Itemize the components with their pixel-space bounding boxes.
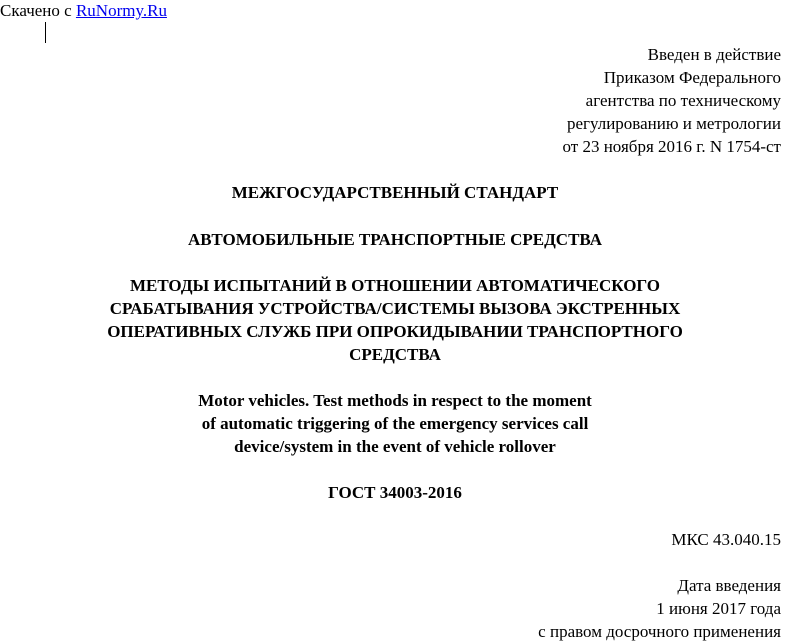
- approval-line: от 23 ноября 2016 г. N 1754-ст: [562, 137, 781, 156]
- subject-heading: [0, 228, 790, 251]
- title-en-line: device/system in the event of vehicle rollover: [234, 437, 556, 456]
- title-ru-line: СРЕДСТВА: [349, 345, 441, 364]
- subject: АВТОМОБИЛЬНЫЕ ТРАНСПОРТНЫЕ СРЕДСТВА: [188, 230, 602, 249]
- title-ru-line: МЕТОДЫ ИСПЫТАНИЙ В ОТНОШЕНИИ АВТОМАТИЧЕСКОГО: [129, 276, 661, 295]
- source-note: [0, 1, 167, 21]
- effective-line: с правом досрочного применения: [538, 622, 781, 641]
- standard-type-heading: [0, 181, 790, 204]
- title-en-line: of automatic triggering of the emergency services call: [201, 414, 589, 433]
- effective-date-block: [538, 574, 781, 643]
- source-link[interactable]: RuNormy.Ru: [75, 1, 167, 20]
- gost-number: ГОСТ 34003-2016: [328, 483, 462, 502]
- approval-block: [563, 43, 782, 158]
- title-ru-line: ОПЕРАТИВНЫХ СЛУЖБ ПРИ ОПРОКИДЫВАНИИ ТРАНСПОРТНОГО: [107, 322, 683, 341]
- standard-type: МЕЖГОСУДАРСТВЕННЫЙ СТАНДАРТ: [231, 183, 559, 202]
- mks-code: МКС 43.040.15: [671, 530, 781, 549]
- gost-heading: [0, 481, 790, 504]
- title-en-line: Motor vehicles. Test methods in respect to the moment: [198, 391, 592, 410]
- title-ru-line: СРАБАТЫВАНИЯ УСТРОЙСТВА/СИСТЕМЫ ВЫЗОВА ЭКСТРЕННЫХ: [109, 299, 681, 318]
- source-prefix: Скачено с: [0, 1, 76, 20]
- approval-line: Приказом Федерального: [603, 68, 781, 87]
- title-ru: [0, 274, 790, 366]
- text-cursor: [45, 22, 46, 43]
- effective-line: 1 июня 2017 года: [656, 599, 781, 618]
- approval-line: агентства по техническому: [585, 91, 781, 110]
- approval-line: регулированию и метрологии: [566, 114, 781, 133]
- effective-line: Дата введения: [677, 576, 781, 595]
- approval-line: Введен в действие: [647, 45, 781, 64]
- classification-block: [671, 528, 781, 551]
- title-en: [0, 389, 790, 458]
